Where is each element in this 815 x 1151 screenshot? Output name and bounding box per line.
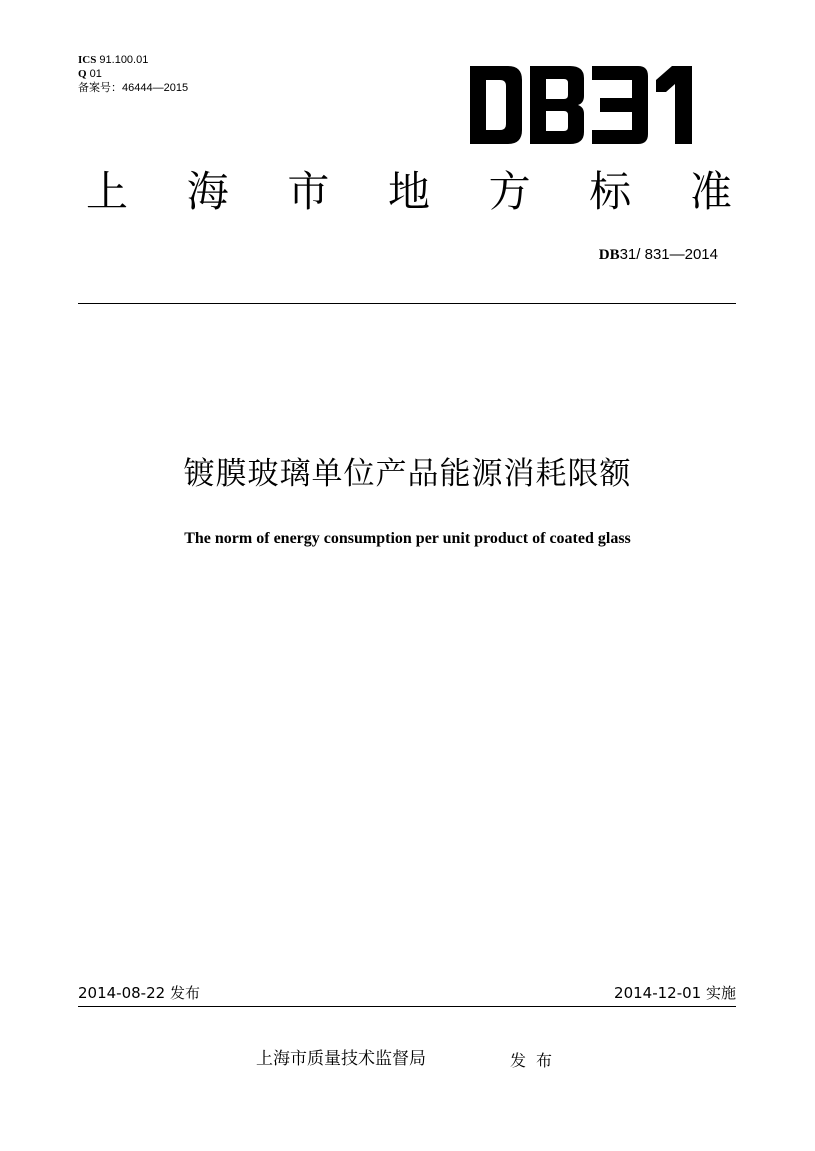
- header-divider: [78, 303, 736, 304]
- title-char: 地: [387, 167, 430, 216]
- standard-number: [599, 246, 718, 264]
- class-line: [78, 67, 188, 81]
- standard-number-value: 31/ 831—2014: [619, 246, 718, 263]
- footer-divider: [78, 1006, 736, 1007]
- record-value: 46444—2015: [122, 82, 189, 94]
- standard-number-prefix: DB: [598, 247, 620, 263]
- title-char: 标: [589, 167, 632, 216]
- document-title: 镀膜玻璃单位产品能源消耗限额: [183, 456, 632, 492]
- title-char: 市: [287, 167, 330, 216]
- record-line: [78, 81, 188, 95]
- implementation-date: 2014-12-01 实施: [614, 984, 736, 1002]
- db31-logo: [470, 66, 692, 144]
- logo-digit-1: [656, 66, 692, 144]
- publish-label: 发布: [510, 1051, 563, 1070]
- title-char: 上: [86, 167, 129, 216]
- logo-digit-3: [592, 66, 648, 144]
- title-char: 准: [689, 167, 732, 216]
- ics-value: 91.100.01: [99, 54, 149, 66]
- publisher-name: 上海市质量技术监督局: [256, 1049, 426, 1069]
- class-value: 01: [89, 68, 102, 80]
- title-char: 海: [186, 167, 229, 216]
- ics-line: [78, 53, 188, 67]
- record-label: 备案号：: [78, 82, 122, 94]
- logo-letter-d: [470, 66, 522, 144]
- metadata-block: [78, 53, 188, 95]
- document-subtitle: The norm of energy consumption per unit product of coated glass: [184, 530, 631, 547]
- issue-date: 2014-08-22 发布: [78, 984, 200, 1002]
- logo-letter-b: [530, 66, 584, 144]
- title-char: 方: [488, 167, 531, 216]
- class-key: Q: [78, 68, 87, 80]
- standard-category-title: [86, 166, 732, 218]
- ics-key: ICS: [78, 54, 97, 66]
